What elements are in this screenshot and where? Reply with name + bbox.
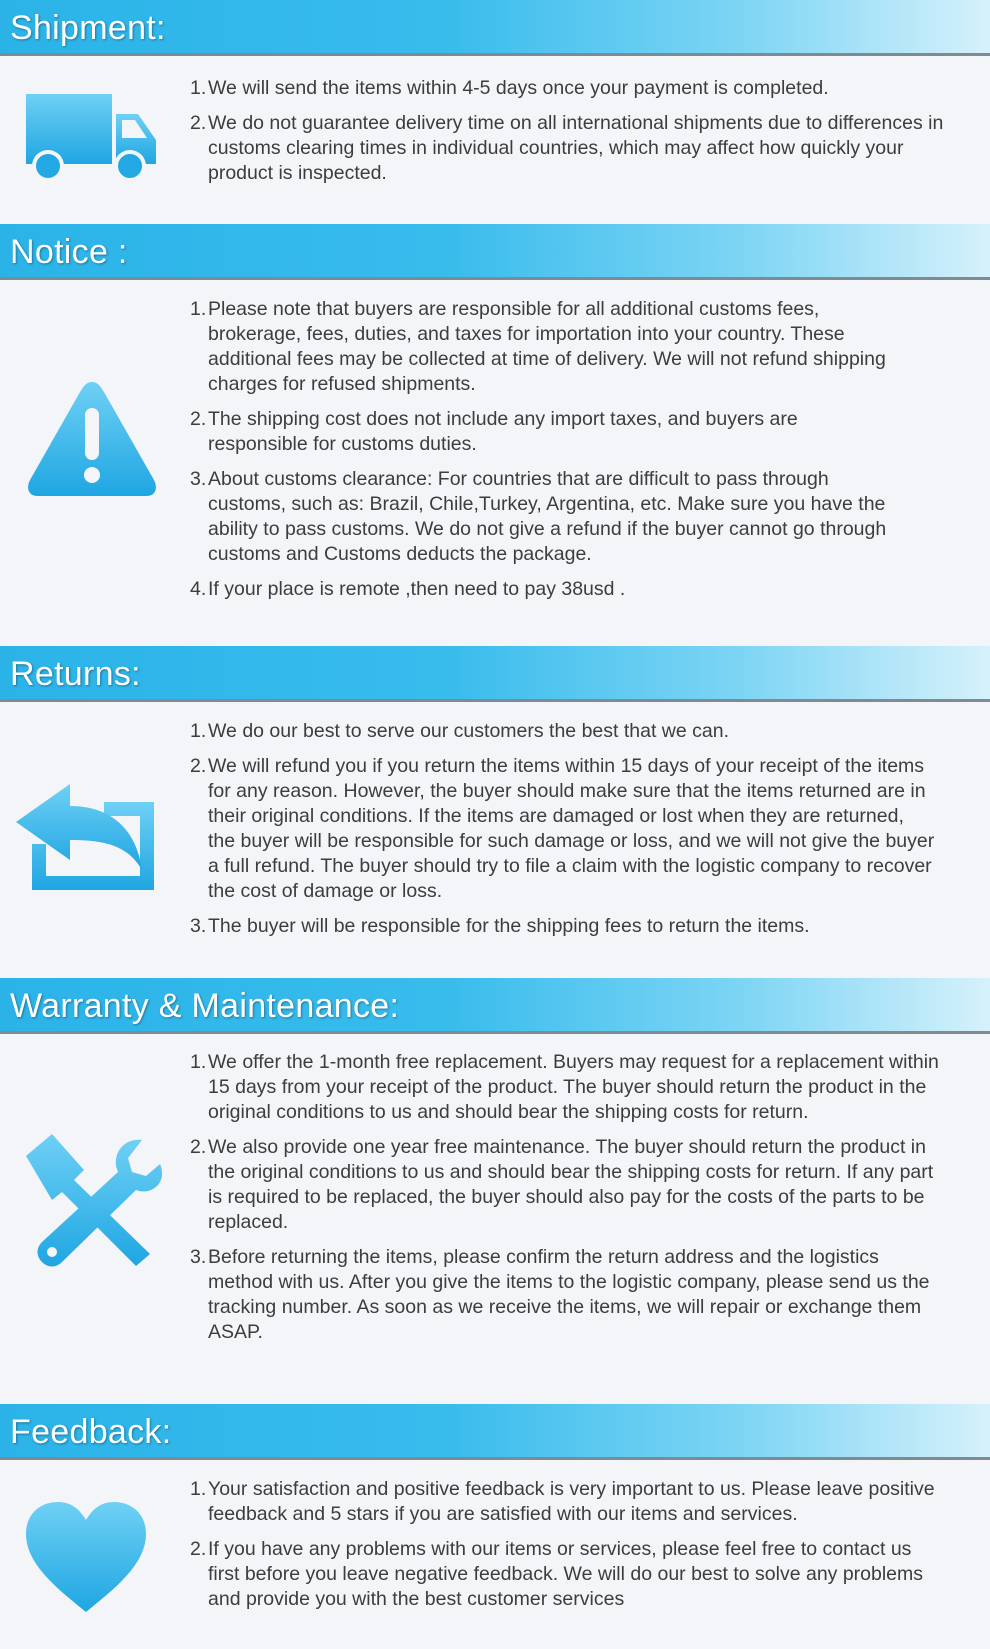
- section-title: Shipment:: [10, 9, 166, 47]
- tools-icon: [22, 1134, 162, 1275]
- warranty-header: [0, 978, 990, 1034]
- section-title: Feedback:: [10, 1413, 172, 1451]
- list-item: 1. Please note that buyers are responsible for all additional customs fees, brokerage, fees, duties, and taxes for importation into your country. These additional fees may be collected at time of delivery. We will not refund shipping charges for refused shipments.: [190, 298, 886, 395]
- list-item: 2. The shipping cost does not include any import taxes, and buyers are responsible for customs duties.: [190, 408, 798, 455]
- list-item: 1. We offer the 1-month free replacement. Buyers may request for a replacement within 15 days from your receipt of the product. The buyer should return the product in the original conditions to us and should bear the shipping costs for return.: [190, 1051, 939, 1123]
- list-item: 3. The buyer will be responsible for the shipping fees to return the items.: [190, 915, 810, 937]
- list-item: 2. We also provide one year free maintenance. The buyer should return the product in the original conditions to us and should bear the shipping costs for return. If any part is required to be replaced, the buyer should also pay for the costs of the parts to be replaced.: [190, 1136, 934, 1233]
- list-item: 2. We do not guarantee delivery time on all international shipments due to differences in customs clearing times in individual countries, which may affect how quickly your product is inspected.: [190, 112, 944, 184]
- heart-icon: [22, 1500, 150, 1621]
- warranty-list: [190, 1050, 945, 1355]
- list-item: 2. If you have any problems with our items or services, please feel free to contact us first before you leave negative feedback. We will do our best to solve any problems and provide you with the best customer services: [190, 1538, 924, 1610]
- notice-header: [0, 224, 990, 280]
- returns-header: [0, 646, 990, 702]
- feedback-header: [0, 1404, 990, 1460]
- warning-icon: [24, 378, 160, 505]
- section-title: Notice :: [10, 233, 128, 271]
- shipment-list: [190, 76, 950, 196]
- feedback-list: [190, 1477, 935, 1622]
- section-title: Warranty & Maintenance:: [10, 987, 400, 1025]
- list-item: 3. Before returning the items, please confirm the return address and the logistics method with us. After you give the items to the logistic company, please send us the tracking number. As soon as we receive the items, we will repair or exchange them ASAP.: [190, 1246, 930, 1343]
- list-item: 2. We will refund you if you return the items within 15 days of your receipt of the items for any reason. However, the buyer should make sure that the items returned are in their original conditions. If the items are damaged or lost when they are returned, the buyer will be responsible for such damage or loss, and we will not give the buyer a full refund. The buyer should try to file a claim with the logistic company to recover the cost of damage or loss.: [190, 755, 935, 902]
- shipment-header: [0, 0, 990, 56]
- list-item: 1. We will send the items within 4-5 days once your payment is completed.: [190, 77, 829, 99]
- list-item: 1. We do our best to serve our customers the best that we can.: [190, 720, 729, 742]
- return-arrow-icon: [14, 784, 158, 897]
- list-item: 4. If your place is remote ,then need to pay 38usd .: [190, 578, 626, 600]
- list-item: 1. Your satisfaction and positive feedback is very important to us. Please leave positive feedback and 5 stars if you are satisfied with our items and services.: [190, 1478, 935, 1525]
- list-item: 3. About customs clearance: For countries that are difficult to pass through customs, such as: Brazil, Chile,Turkey, Argentina, etc. Make sure you have the ability to pass customs. We do not give a refund if the buyer cannot go through customs and Customs deducts the package.: [190, 468, 887, 565]
- notice-list: [190, 297, 900, 612]
- section-title: Returns:: [10, 655, 141, 693]
- truck-icon: [22, 92, 158, 193]
- returns-list: [190, 719, 935, 949]
